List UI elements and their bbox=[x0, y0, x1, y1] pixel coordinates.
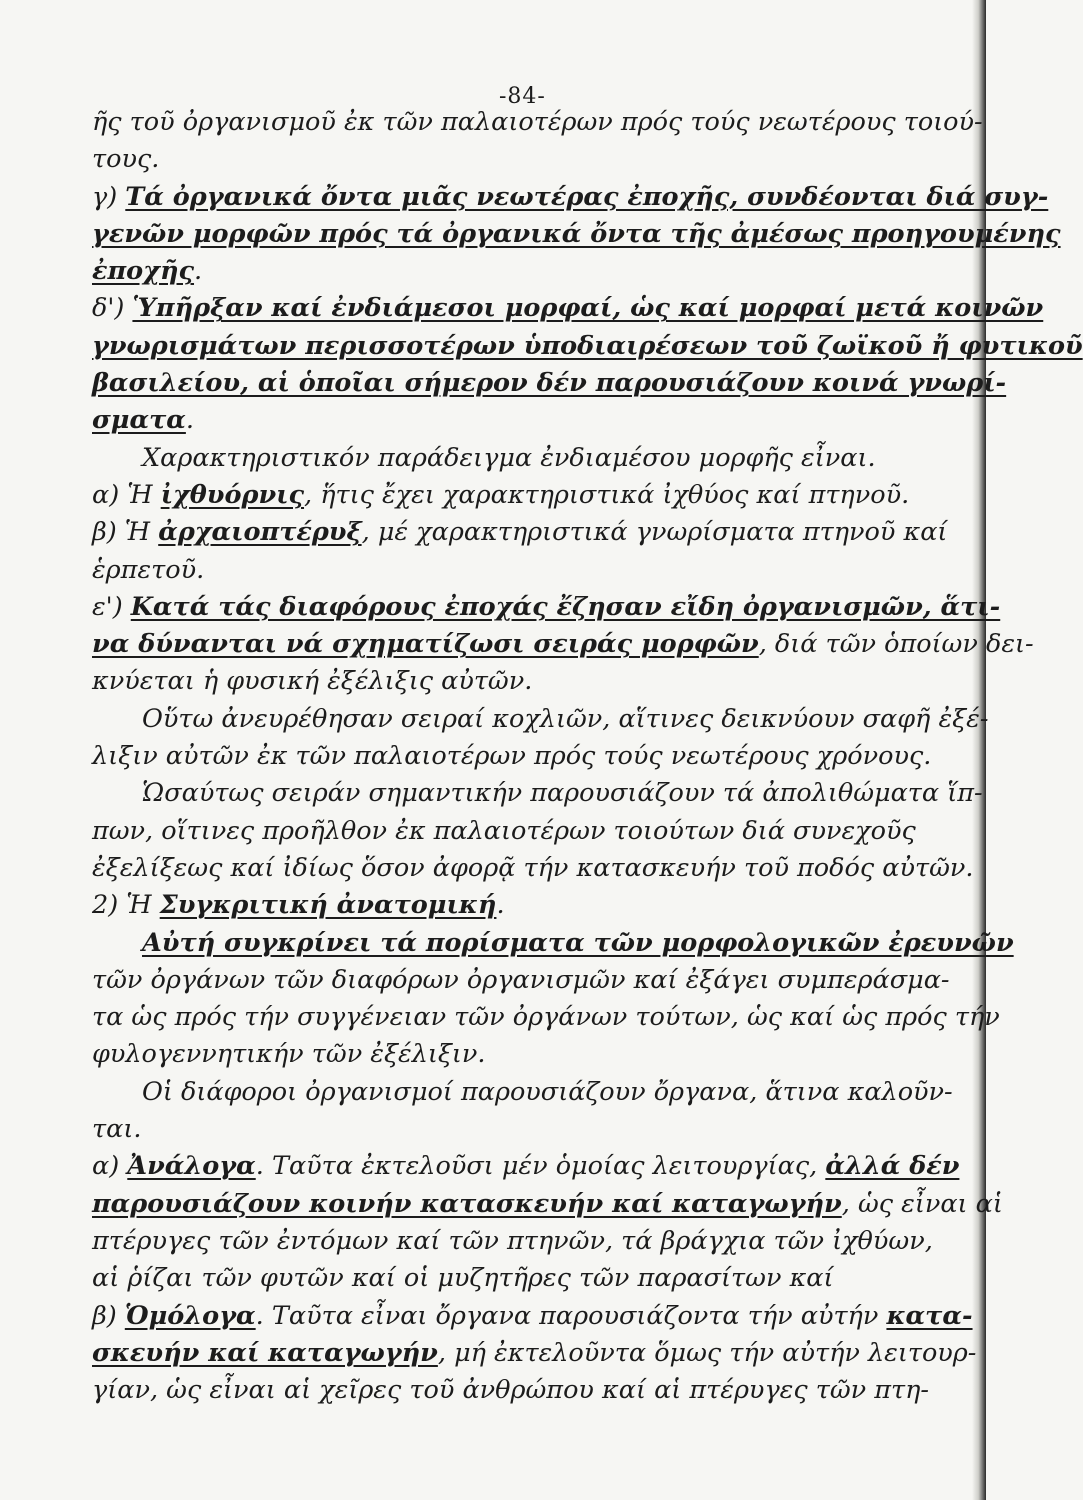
text-line bbox=[92, 216, 1061, 253]
line-text: , ὡς εἶναι αἱ bbox=[841, 1188, 1003, 1219]
underlined-text: Ὁμόλογα bbox=[124, 1300, 256, 1331]
text-line bbox=[92, 365, 1007, 402]
line-text: ἐξελίξεως καί ἰδίως ὅσον ἀφορᾷ τήν κατασκευήν τοῦ ποδός αὐτῶν. bbox=[92, 852, 974, 883]
page-number: -84- bbox=[499, 84, 546, 109]
line-text: αἱ ῥίζαι τῶν φυτῶν καί οἱ μυζητῆρες τῶν παρασίτων καί bbox=[92, 1263, 834, 1294]
line-text: πτέρυγες τῶν ἐντόμων καί τῶν πτηνῶν, τά βράγχια τῶν ἰχθύων, bbox=[92, 1225, 933, 1256]
text-line bbox=[92, 402, 964, 439]
text-line bbox=[92, 663, 964, 700]
underlined-text: Ἀνάλογα bbox=[127, 1151, 256, 1182]
line-text: δ') bbox=[92, 293, 133, 324]
line-text: α) Ἡ bbox=[92, 479, 161, 510]
text-line bbox=[92, 1036, 964, 1073]
text-body bbox=[92, 104, 1083, 1409]
text-line bbox=[92, 1223, 964, 1260]
line-text: , μέ χαρακτηριστικά γνωρίσματα πτηνοῦ καί bbox=[361, 517, 948, 548]
text-line bbox=[92, 253, 964, 290]
line-text: φυλογεννητικήν τῶν ἐξέλιξιν. bbox=[92, 1039, 486, 1070]
text-line bbox=[92, 328, 1083, 365]
underlined-text: Ὑπῆρξαν καί ἐνδιάμεσοι μορφαί, ὡς καί μορφαί μετά κοινῶν bbox=[132, 293, 1044, 324]
line-text: λιξιν αὐτῶν ἐκ τῶν παλαιοτέρων πρός τούς νεωτέρους χρόνους. bbox=[92, 741, 932, 772]
text-line bbox=[92, 775, 983, 812]
underlined-text: ἐποχῆς bbox=[92, 256, 195, 287]
underlined-text: ἀρχαιοπτέρυξ bbox=[158, 517, 362, 548]
underlined-text: Αὐτή συγκρίνει τά πορίσματα τῶν μορφολογικῶν ἐρευνῶν bbox=[142, 927, 1014, 958]
line-text: τους. bbox=[92, 144, 160, 175]
line-text: Οἱ διάφοροι ὀργανισμοί παρουσιάζουν ὄργανα, ἅτινα καλοῦν- bbox=[142, 1076, 953, 1107]
underlined-text: βασιλείου, αἱ ὁποῖαι σήμερον δέν παρουσιάζουν κοινά γνωρί- bbox=[92, 368, 1007, 399]
underlined-text: σκευήν καί καταγωγήν bbox=[92, 1337, 438, 1368]
line-text: α) bbox=[92, 1151, 128, 1182]
text-line bbox=[92, 290, 1044, 327]
text-line bbox=[92, 850, 974, 887]
text-line bbox=[92, 738, 964, 775]
underlined-text: Τά ὀργανικά ὄντα μιᾶς νεωτέρας ἐποχῆς, συνδέονται διά συγ- bbox=[125, 181, 1049, 212]
underlined-text: Κατά τάς διαφόρους ἐποχάς ἔζησαν εἴδη ὀργανισμῶν, ἅτι- bbox=[130, 591, 1001, 622]
underlined-text: γενῶν μορφῶν πρός τά ὀργανικά ὄντα τῆς ἀμέσως προηγουμένης bbox=[92, 218, 1061, 249]
line-text: ἑρπετοῦ. bbox=[92, 554, 205, 585]
text-line bbox=[92, 1186, 1003, 1223]
line-text: Οὕτω ἀνευρέθησαν σειραί κοχλιῶν, αἵτινες δεικνύουν σαφῆ ἐξέ- bbox=[142, 703, 989, 734]
line-text: τῶν ὀργάνων τῶν διαφόρων ὀργανισμῶν καί ἐξάγει συμπεράσμα- bbox=[92, 964, 950, 995]
text-line bbox=[92, 514, 964, 551]
line-text: ται. bbox=[92, 1114, 142, 1145]
text-line bbox=[92, 141, 964, 178]
line-text: . bbox=[496, 890, 505, 921]
underlined-text: να δύνανται νά σχηματίζωσι σειράς μορφῶν bbox=[92, 629, 759, 660]
text-line bbox=[92, 626, 1034, 663]
line-text: , διά τῶν ὁποίων δει- bbox=[758, 629, 1034, 660]
text-line bbox=[92, 962, 964, 999]
line-text: Χαρακτηριστικόν παράδειγμα ἐνδιαμέσου μορφῆς εἶναι. bbox=[142, 442, 876, 473]
underlined-text: παρουσιάζουν κοινήν κατασκευήν καί καταγωγήν bbox=[92, 1188, 842, 1219]
text-line bbox=[92, 1260, 964, 1297]
line-text: β) Ἡ bbox=[92, 517, 159, 548]
underlined-text: γνωρισμάτων περισσοτέρων ὑποδιαιρέσεων τοῦ ζωϊκοῦ ἤ φυτικοῦ bbox=[92, 330, 1083, 361]
line-text: . bbox=[194, 256, 203, 287]
text-line bbox=[92, 1074, 964, 1111]
text-line bbox=[92, 999, 1000, 1036]
line-text: κνύεται ἡ φυσική ἐξέλιξις αὐτῶν. bbox=[92, 666, 533, 697]
text-line bbox=[92, 1372, 964, 1409]
text-line bbox=[92, 1335, 977, 1372]
line-text: γίαν, ὡς εἶναι αἱ χεῖρες τοῦ ἀνθρώπου καί αἱ πτέρυγες τῶν πτη- bbox=[92, 1375, 930, 1406]
underlined-text: Συγκριτική ἀνατομική bbox=[159, 890, 497, 921]
text-line bbox=[92, 701, 989, 738]
text-line bbox=[92, 589, 1001, 626]
text-line bbox=[92, 104, 983, 141]
text-line bbox=[92, 552, 964, 589]
text-line bbox=[92, 887, 964, 924]
text-line bbox=[92, 1111, 964, 1148]
line-text: γ) bbox=[92, 181, 126, 212]
text-line bbox=[92, 477, 964, 514]
line-text: , μή ἐκτελοῦντα ὅμως τήν αὐτήν λειτουρ- bbox=[437, 1337, 977, 1368]
underlined-text: ἰχθυόρνις bbox=[160, 479, 305, 510]
underlined-text: κατα- bbox=[886, 1300, 973, 1331]
text-line bbox=[92, 1298, 973, 1335]
line-text: Ὡσαύτως σειράν σημαντικήν παρουσιάζουν τά ἀπολιθώματα ἵπ- bbox=[142, 778, 983, 809]
line-text: . Ταῦτα εἶναι ὄργανα παρουσιάζοντα τήν αὐτήν bbox=[255, 1300, 887, 1331]
text-line bbox=[92, 179, 1049, 216]
line-text: , ἥτις ἔχει χαρακτηριστικά ἰχθύος καί πτηνοῦ. bbox=[304, 479, 910, 510]
line-text: β) bbox=[92, 1300, 125, 1331]
text-line bbox=[92, 813, 964, 850]
line-text: ῆς τοῦ ὀργανισμοῦ ἐκ τῶν παλαιοτέρων πρός τούς νεωτέρους τοιού- bbox=[92, 107, 983, 137]
underlined-text: ἀλλά δέν bbox=[825, 1151, 960, 1182]
line-text: τα ὡς πρός τήν συγγένειαν τῶν ὀργάνων τούτων, ὡς καί ὡς πρός τήν bbox=[92, 1002, 1000, 1033]
line-text: πων, οἵτινες προῆλθον ἐκ παλαιοτέρων τοιούτων διά συνεχοῦς bbox=[92, 815, 916, 846]
underlined-text: σματα bbox=[92, 405, 186, 436]
line-text: . bbox=[185, 405, 194, 436]
line-text: ε') bbox=[92, 591, 131, 622]
text-line bbox=[92, 440, 964, 477]
text-line bbox=[92, 925, 1014, 962]
line-text: . Ταῦτα ἐκτελοῦσι μέν ὁμοίας λειτουργίας, bbox=[255, 1151, 826, 1182]
line-text: 2) Ἡ bbox=[92, 890, 160, 921]
text-line bbox=[92, 1148, 964, 1185]
